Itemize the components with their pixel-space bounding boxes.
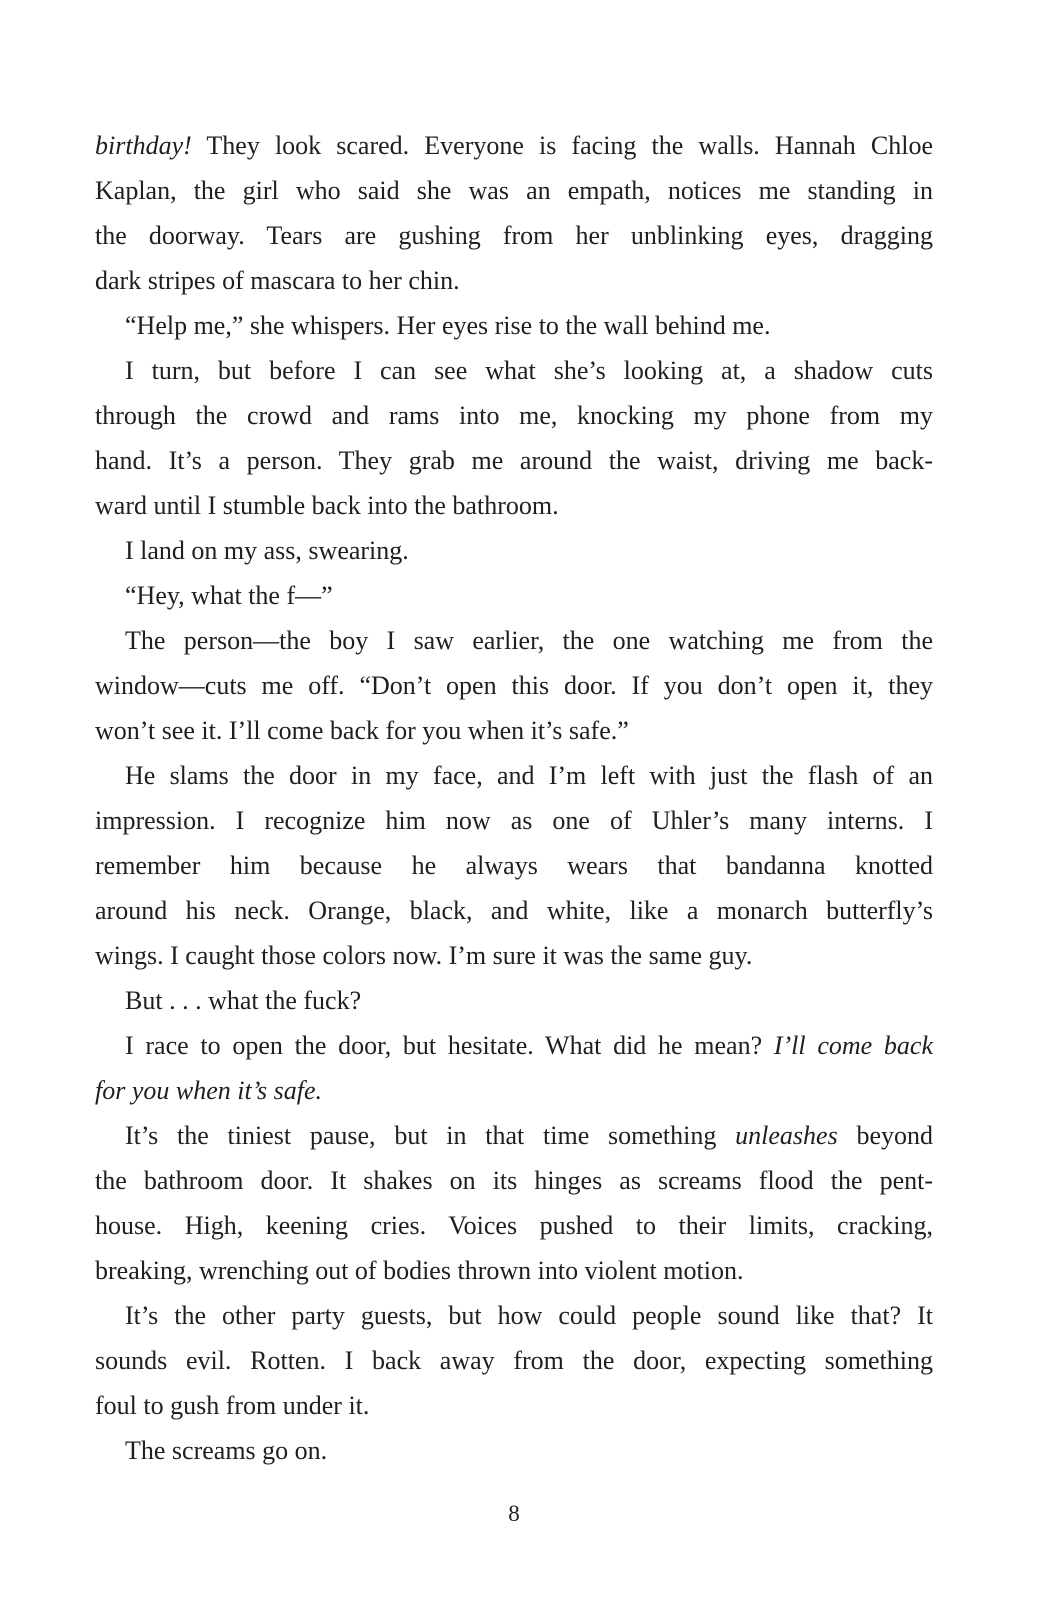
paragraph — [95, 303, 933, 348]
text-line — [95, 888, 933, 933]
text-line — [95, 1428, 933, 1473]
paragraph — [95, 978, 933, 1023]
text-line — [95, 1338, 933, 1383]
text-line — [95, 573, 933, 618]
text-line — [95, 933, 933, 978]
text-line — [95, 303, 933, 348]
paragraph — [95, 1113, 933, 1293]
paragraph — [95, 573, 933, 618]
paragraph — [95, 123, 933, 303]
text-run: dark stripes of mascara to her chin. — [95, 266, 460, 295]
italic-run: unleashes — [735, 1121, 838, 1150]
text-run: The screams go on. — [125, 1436, 328, 1465]
text-line — [95, 1158, 933, 1203]
italic-run: birthday! — [95, 131, 192, 160]
text-line — [95, 438, 933, 483]
text-run: It’s the tiniest pause, but in that time something — [125, 1121, 736, 1150]
text-run: sounds evil. Rotten. I back away from the door, expecting something — [95, 1346, 933, 1375]
text-line — [95, 798, 933, 843]
text-line — [95, 618, 933, 663]
paragraph — [95, 348, 933, 528]
text-line — [95, 978, 933, 1023]
text-run: the doorway. Tears are gushing from her unblinking eyes, dragging — [95, 221, 933, 250]
text-run: foul to gush from under it. — [95, 1391, 370, 1420]
text-line — [95, 348, 933, 393]
text-line — [95, 708, 933, 753]
text-line — [95, 528, 933, 573]
text-run: I land on my ass, swearing. — [125, 536, 409, 565]
text-run: I race to open the door, but hesitate. What did he mean? — [125, 1031, 774, 1060]
page-number: 8 — [508, 1501, 520, 1526]
text-line — [95, 1383, 933, 1428]
text-line — [95, 1293, 933, 1338]
text-line — [95, 753, 933, 798]
text-line — [95, 168, 933, 213]
text-line — [95, 213, 933, 258]
text-run: hand. It’s a person. They grab me around the waist, driving me back- — [95, 446, 933, 475]
text-line — [95, 1068, 933, 1113]
text-run: window—cuts me off. “Don’t open this door. If you don’t open it, they — [95, 671, 933, 700]
text-run: He slams the door in my face, and I’m left with just the flash of an — [125, 761, 933, 790]
text-run: They look scared. Everyone is facing the walls. Hannah Chloe — [191, 131, 933, 160]
text-run: won’t see it. I’ll come back for you when it’s safe.” — [95, 716, 629, 745]
text-line — [95, 1248, 933, 1293]
text-run: wings. I caught those colors now. I’m sure it was the same guy. — [95, 941, 753, 970]
paragraph — [95, 1428, 933, 1473]
text-run: But . . . what the fuck? — [125, 986, 362, 1015]
paragraph — [95, 528, 933, 573]
text-line — [95, 483, 933, 528]
text-run: “Hey, what the f—” — [125, 581, 333, 610]
text-line — [95, 663, 933, 708]
text-line — [95, 258, 933, 303]
text-line — [95, 1203, 933, 1248]
text-line — [95, 123, 933, 168]
paragraph — [95, 753, 933, 978]
text-run: beyond — [837, 1121, 933, 1150]
text-line — [95, 1023, 933, 1068]
text-run: remember him because he always wears that bandanna knotted — [95, 851, 933, 880]
text-run: It’s the other party guests, but how could people sound like that? It — [125, 1301, 933, 1330]
italic-run: for you when it’s safe. — [95, 1076, 323, 1105]
italic-run: I’ll come back — [773, 1031, 934, 1060]
text-run: the bathroom door. It shakes on its hinges as screams flood the pent- — [95, 1166, 933, 1195]
paragraph — [95, 618, 933, 753]
text-line — [95, 1113, 933, 1158]
text-run: The person—the boy I saw earlier, the one watching me from the — [125, 626, 933, 655]
page-text-block — [95, 123, 933, 1473]
text-run: I turn, but before I can see what she’s looking at, a shadow cuts — [125, 356, 933, 385]
paragraph — [95, 1023, 933, 1113]
text-run: around his neck. Orange, black, and white, like a monarch butterfly’s — [95, 896, 933, 925]
text-run: impression. I recognize him now as one of Uhler’s many interns. I — [95, 806, 933, 835]
paragraph — [95, 1293, 933, 1428]
text-run: ward until I stumble back into the bathroom. — [95, 491, 559, 520]
text-run: breaking, wrenching out of bodies thrown into violent motion. — [95, 1256, 744, 1285]
text-run: “Help me,” she whispers. Her eyes rise to the wall behind me. — [125, 311, 771, 340]
text-line — [95, 393, 933, 438]
text-run: house. High, keening cries. Voices pushed to their limits, cracking, — [95, 1211, 933, 1240]
text-run: Kaplan, the girl who said she was an empath, notices me standing in — [95, 176, 933, 205]
text-run: through the crowd and rams into me, knocking my phone from my — [95, 401, 933, 430]
text-line — [95, 843, 933, 888]
